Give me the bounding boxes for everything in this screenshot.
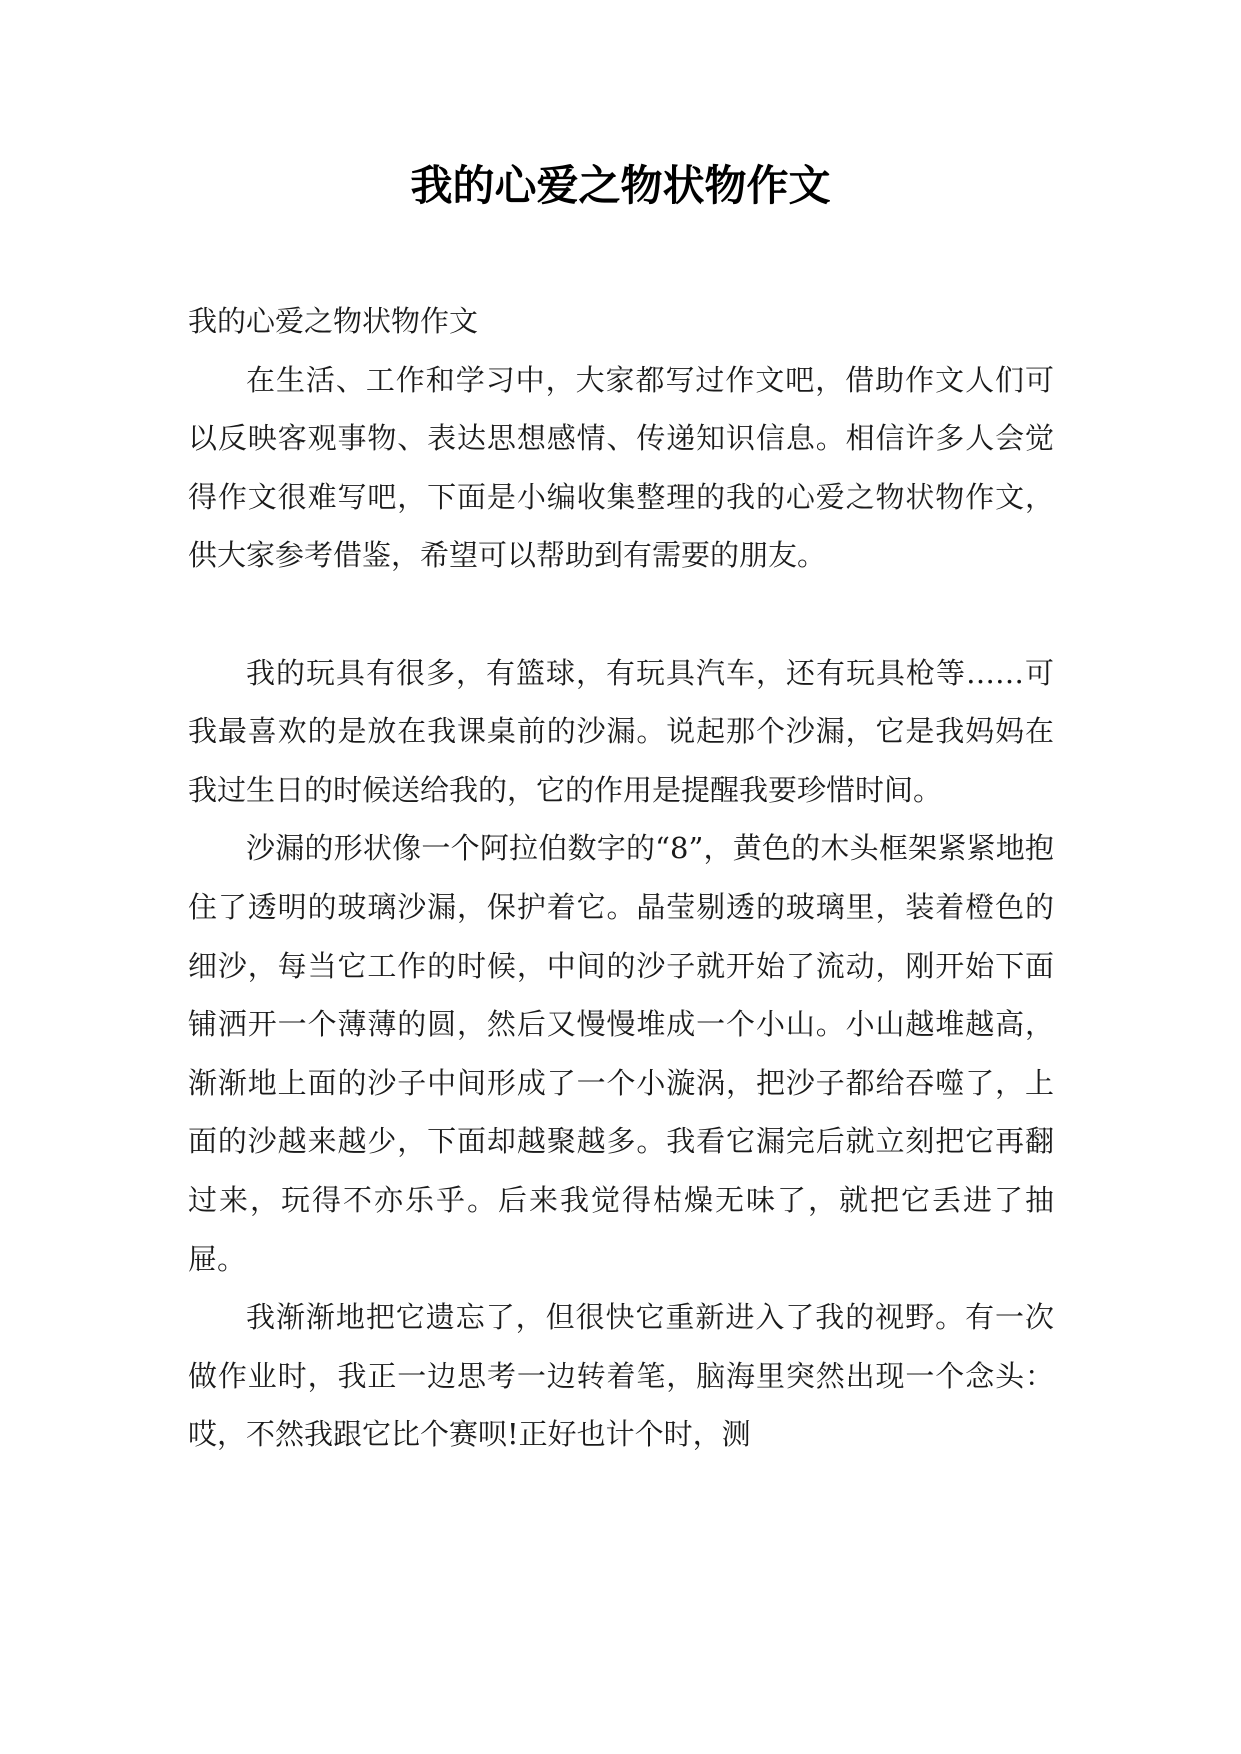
subtitle-paragraph: 我的心爱之物状物作文 <box>188 304 479 338</box>
document-body <box>188 292 1054 1464</box>
body-paragraph: 沙漏的形状像一个阿拉伯数字的“8”，黄色的木头框架紧紧地抱住了透明的玻璃沙漏，保护着它。晶莹剔透的玻璃里，装着橙色的细沙，每当它工作的时候，中间的沙子就开始了流动，刚开始下面铺洒开一个薄薄的圆，然后又慢慢堆成一个小山。小山越堆越高，渐渐地上面的沙子中间形成了一个小漩涡，把沙子都给吞噬了，上面的沙越来越少，下面却越聚越多。我看它漏完后就立刻把它再翻过来，玩得不亦乐乎。后来我觉得枯燥无味了，就把它丢进了抽屉。 <box>188 831 1054 1276</box>
body-paragraph: 我的玩具有很多，有篮球，有玩具汽车，还有玩具枪等……可我最喜欢的是放在我课桌前的沙漏。说起那个沙漏，它是我妈妈在我过生日的时候送给我的，它的作用是提醒我要珍惜时间。 <box>188 655 1054 807</box>
document-title: 我的心爱之物状物作文 <box>410 161 831 210</box>
body-paragraph: 我渐渐地把它遗忘了，但很快它重新进入了我的视野。有一次做作业时，我正一边思考一边转着笔，脑海里突然出现一个念头：哎，不然我跟它比个赛呗!正好也计个时，测 <box>188 1300 1054 1452</box>
paragraph-spacer <box>188 585 1054 644</box>
intro-paragraph: 在生活、工作和学习中，大家都写过作文吧，借助作文人们可以反映客观事物、表达思想感情、传递知识信息。相信许多人会觉得作文很难写吧，下面是小编收集整理的我的心爱之物状物作文，供大家参考借鉴，希望可以帮助到有需要的朋友。 <box>188 362 1054 573</box>
